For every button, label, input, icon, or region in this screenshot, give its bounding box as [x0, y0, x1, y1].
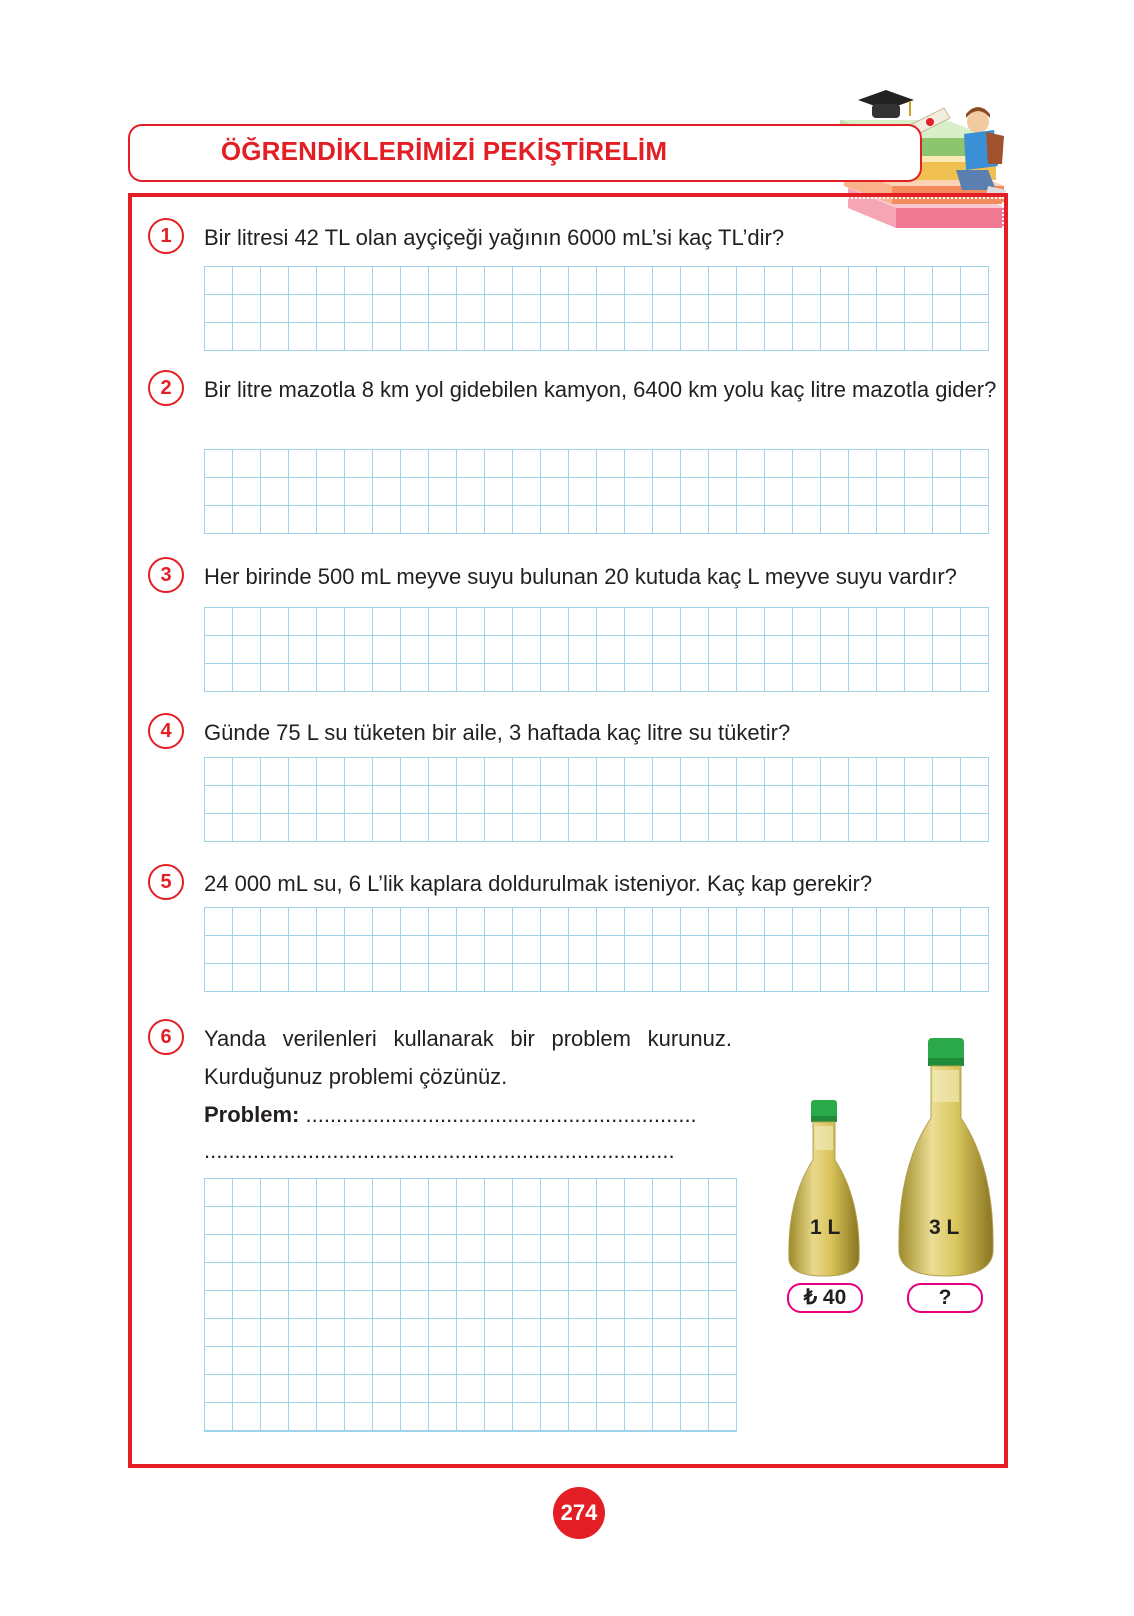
page-number: 274	[553, 1487, 605, 1539]
question-text-2: Bir litre mazotla 8 km yol gidebilen kamyon, 6400 km yolu kaç litre mazotla gider?	[204, 377, 997, 402]
answer-grid-1[interactable]	[204, 266, 989, 351]
question-text-1: Bir litresi 42 TL olan ayçiçeği yağının 6000 mL’si kaç TL’dir?	[204, 225, 785, 250]
problem-dots-1: ................................................................	[305, 1102, 697, 1127]
question-text-6: Yanda verilenleri kullanarak bir problem kurunuz. Kurduğunuz problemi çözünüz.	[204, 1026, 732, 1089]
answer-grid-6[interactable]	[204, 1178, 737, 1432]
answer-grid-2[interactable]	[204, 449, 989, 534]
page-title: ÖĞRENDİKLERİMİZİ PEKİŞTİRELİM	[220, 136, 668, 166]
large-bottle-price: ?	[907, 1283, 983, 1313]
answer-grid-5[interactable]	[204, 907, 989, 992]
problem-line-1	[204, 1096, 744, 1134]
question-text-3: Her birinde 500 mL meyve suyu bulunan 20 kutuda kaç L meyve suyu vardır?	[204, 564, 957, 589]
small-bottle-price: ₺ 40	[787, 1283, 863, 1313]
small-bottle-volume: 1 L	[810, 1216, 841, 1239]
problem-label: Problem:	[204, 1102, 300, 1127]
question-number-4: 4	[148, 713, 184, 749]
question-number-1: 1	[148, 218, 184, 254]
question-number-6: 6	[148, 1019, 184, 1055]
question-text-5: 24 000 mL su, 6 L’lik kaplara doldurulmak isteniyor. Kaç kap gerekir?	[204, 871, 873, 896]
large-bottle-volume: 3 L	[929, 1216, 960, 1239]
question-number-5: 5	[148, 864, 184, 900]
small-bottle-image	[785, 1100, 863, 1280]
question-number-3: 3	[148, 557, 184, 593]
answer-grid-3[interactable]	[204, 607, 989, 692]
question-number-2: 2	[148, 370, 184, 406]
problem-dots-2: .............................................................................	[204, 1138, 675, 1163]
question-text-4: Günde 75 L su tüketen bir aile, 3 haftada kaç litre su tüketir?	[204, 720, 791, 745]
answer-grid-4[interactable]	[204, 757, 989, 842]
large-bottle-image	[895, 1038, 995, 1280]
